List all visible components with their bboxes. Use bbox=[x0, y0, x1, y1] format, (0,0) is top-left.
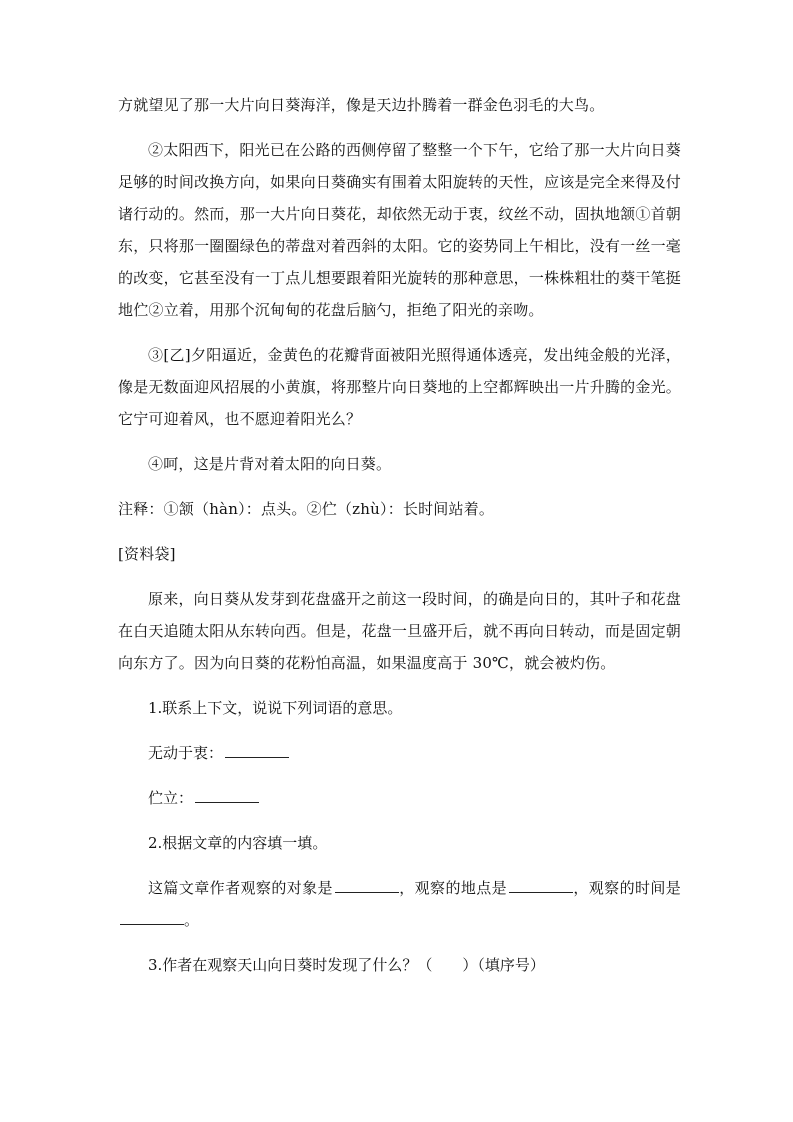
resource-title: [资料袋] bbox=[118, 545, 176, 563]
paragraph-gap bbox=[118, 326, 681, 339]
paragraph-gap bbox=[118, 679, 681, 692]
passage-paragraph-4: ④呵，这是片背对着太阳的向日葵。 bbox=[148, 455, 392, 473]
answer-blank-object[interactable] bbox=[335, 874, 399, 893]
question-1-item-b-label: 伫立： bbox=[148, 789, 194, 807]
question-2-fill bbox=[118, 872, 681, 936]
q2-text-3: ，观察的时间是 bbox=[573, 879, 682, 897]
q2-text-2: ，观察的地点是 bbox=[398, 879, 508, 897]
passage-paragraph-2: ②太阳西下，阳光已在公路的西侧停留了整整一个下午，它给了那一大片向日葵足够的时间改换方向，如果向日葵确实有围着太阳旋转的天性，应该是完全来得及付诸行动的。然而，那一大片向日葵花，却依然无动于衷，纹丝不动，固执地颔①首朝东，只将那一圈圈绿色的蒂盘对着西斜的太阳。它的姿势同上午相比，没有一丝一毫的改变，它甚至没有一丁点儿想要跟着阳光旋转的那种意思，一株株粗壮的葵干笔挺地伫②立着，用那个沉甸甸的花盘后脑勺，拒绝了阳光的亲吻。 bbox=[118, 141, 681, 319]
footnotes: 注释：①颔（hàn）：点头。②伫（zhù）：长时间站着。 bbox=[118, 500, 495, 518]
paragraph-gap bbox=[118, 480, 681, 493]
question-1-item-a bbox=[118, 737, 681, 769]
answer-blank[interactable] bbox=[195, 784, 259, 803]
passage-paragraph-1-end: 方就望见了那一大片向日葵海洋，像是天边扑腾着一群金色羽毛的大鸟。 bbox=[118, 96, 605, 114]
question-1-item-b bbox=[118, 782, 681, 814]
paragraph-gap bbox=[118, 570, 681, 583]
passage-paragraph-3: ③[乙]夕阳逼近，金黄色的花瓣背面被阳光照得通体透亮，发出纯金般的光泽，像是无数面迎风招展的小黄旗，将那整片向日葵地的上空都辉映出一片升腾的金光。它宁可迎着风，也不愿迎着阳光么？ bbox=[118, 346, 681, 428]
question-2: 2.根据文章的内容填一填。 bbox=[148, 834, 328, 852]
question-3: 3.作者在观察天山向日葵时发现了什么？（ ）（填序号） bbox=[148, 956, 545, 974]
question-1: 1.联系上下文，说说下列词语的意思。 bbox=[148, 699, 403, 717]
document-page bbox=[118, 89, 681, 981]
paragraph-gap bbox=[118, 814, 681, 827]
answer-blank-place[interactable] bbox=[509, 874, 573, 893]
question-1-item-a-label: 无动于衷： bbox=[148, 744, 224, 762]
paragraph-gap bbox=[118, 769, 681, 782]
paragraph-gap bbox=[118, 121, 681, 134]
q2-text-1: 这篇文章作者观察的对象是 bbox=[148, 879, 333, 897]
paragraph-gap bbox=[118, 435, 681, 448]
answer-blank[interactable] bbox=[225, 739, 289, 758]
paragraph-gap bbox=[118, 525, 681, 538]
resource-text: 原来，向日葵从发芽到花盘盛开之前这一段时间，的确是向日的，其叶子和花盘在白天追随太阳从东转向西。但是，花盘一旦盛开后，就不再向日转动，而是固定朝向东方了。因为向日葵的花粉怕高温，如果温度高于 30℃，就会被灼伤。 bbox=[118, 590, 681, 672]
paragraph-gap bbox=[118, 859, 681, 872]
paragraph-gap bbox=[118, 724, 681, 737]
paragraph-gap bbox=[118, 936, 681, 949]
answer-blank-time[interactable] bbox=[120, 906, 184, 925]
q2-text-4: 。 bbox=[184, 911, 200, 929]
